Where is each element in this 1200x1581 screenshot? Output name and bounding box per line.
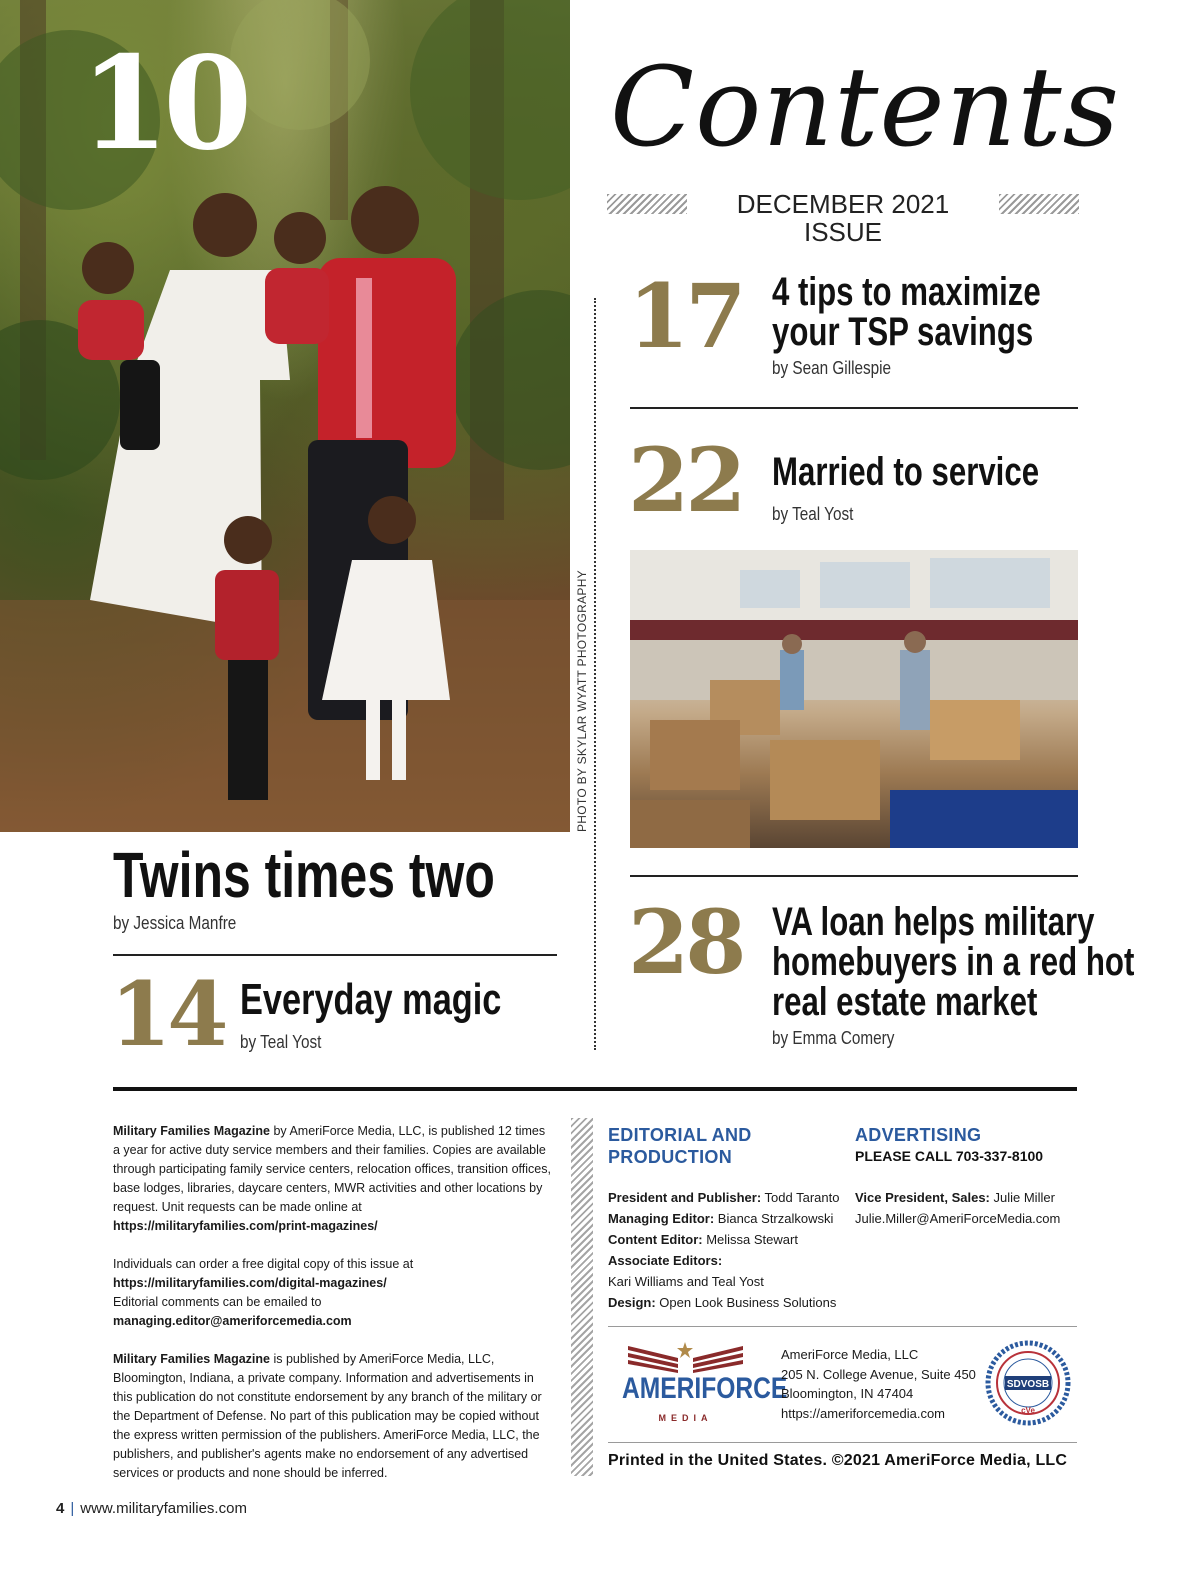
hatch-ornament-vertical: [571, 1118, 593, 1476]
digital-magazines-link[interactable]: https://militaryfamilies.com/digital-magazines/: [113, 1276, 387, 1290]
hatch-ornament-right: [999, 194, 1079, 214]
about-text: Editorial comments can be emailed to: [113, 1295, 322, 1309]
ameriforce-logo: [608, 1340, 788, 1430]
staff-entry: [608, 1292, 848, 1313]
staff-role: Managing Editor:: [608, 1211, 715, 1226]
advertising-heading: ADVERTISING: [855, 1125, 982, 1145]
about-text: is published by AmeriForce Media, LLC, Bloomington, Indiana, a private company. Information and advertisements in this publication do not constitute endorsement by any branch of the military or the Department of Defense. No part of this publication may be copied without the express written permission of the publishers. AmeriForce Media, LLC, the publishers, and publisher's agents make no endorsement of any advertised services or products and none should be inferred.: [113, 1352, 542, 1480]
sdvosb-seal-graphic: [985, 1340, 1071, 1426]
article-number: 14: [110, 962, 225, 1066]
printed-notice: Printed in the United States. ©2021 AmeriForce Media, LLC: [608, 1452, 1068, 1469]
staff-role: Associate Editors:: [608, 1253, 723, 1268]
publication-info: [113, 1122, 553, 1502]
ad-contact-role: Vice President, Sales:: [855, 1190, 990, 1205]
dotted-divider: [594, 298, 596, 1050]
company-street: 205 N. College Avenue, Suite 450: [781, 1366, 976, 1382]
editorial-heading-line: EDITORIAL AND: [608, 1125, 752, 1145]
advertising-contact: [855, 1187, 1060, 1229]
article-title[interactable]: your TSP savings: [772, 310, 1034, 354]
ad-contact-email[interactable]: Julie.Miller@AmeriForceMedia.com: [855, 1211, 1061, 1226]
article-title[interactable]: Married to service: [772, 450, 1040, 494]
staff-role: Content Editor:: [608, 1232, 703, 1247]
staff-list: [608, 1187, 848, 1313]
magazine-name: Military Families Magazine: [113, 1124, 270, 1138]
article-title[interactable]: Everyday magic: [240, 975, 502, 1024]
ad-contact-entry: [855, 1187, 1060, 1208]
logo-subtitle: MEDIA: [658, 1413, 713, 1423]
masthead-divider: [608, 1326, 1077, 1327]
masthead-divider: [608, 1442, 1077, 1443]
about-text: Individuals can order a free digital copy of this issue at: [113, 1257, 414, 1271]
article-number: 22: [628, 428, 743, 532]
staff-name: Todd Taranto: [761, 1190, 840, 1205]
article-byline: by Sean Gillespie: [772, 358, 892, 378]
seal-label: SDVOSB: [1006, 1379, 1050, 1390]
staff-entry: [608, 1229, 848, 1250]
issue-banner: [607, 189, 1079, 247]
print-magazines-link[interactable]: https://militaryfamilies.com/print-magazines/: [113, 1219, 378, 1233]
staff-entry: [608, 1271, 848, 1292]
editorial-heading: [608, 1124, 752, 1168]
hero-divider: [113, 954, 557, 956]
article-title[interactable]: homebuyers in a red hot: [772, 940, 1135, 984]
hero-page-number: 10: [80, 29, 247, 179]
staff-role: Design:: [608, 1295, 656, 1310]
ad-contact-name: Julie Miller: [989, 1190, 1055, 1205]
article-title[interactable]: 4 tips to maximize: [772, 270, 1041, 314]
logo-wordmark: AMERIFORCE: [621, 1372, 788, 1405]
page-footer: [56, 1500, 247, 1517]
page-number: 4: [56, 1500, 65, 1517]
volunteers-packing-illustration: [630, 550, 1078, 848]
staff-name: Bianca Strzalkowski: [714, 1211, 834, 1226]
about-paragraph: [113, 1255, 553, 1331]
about-text: by AmeriForce Media, LLC, is published 12 times a year for active duty service members and their families. Copies are available through participating family service centers, relocation offices, transition offices, base lodges, libraries, daycare centers, MWR activities and other locations by request. Unit requests can be made online at: [113, 1124, 551, 1214]
company-url[interactable]: https://ameriforcemedia.com: [781, 1405, 946, 1421]
article-number: 28: [628, 890, 743, 994]
hatch-ornament-left: [607, 194, 687, 214]
article-divider: [630, 407, 1078, 409]
volunteers-packing-photo: [630, 550, 1078, 848]
hero-article-byline: by Jessica Manfre: [113, 913, 237, 933]
staff-name: Melissa Stewart: [702, 1232, 798, 1247]
hero-article-title[interactable]: Twins times two: [113, 839, 495, 911]
family-photo: [0, 0, 570, 832]
sdvosb-seal-icon: [985, 1340, 1071, 1426]
company-city: Bloomington, IN 47404: [781, 1386, 914, 1401]
editor-email-link[interactable]: managing.editor@ameriforcemedia.com: [113, 1314, 352, 1328]
article-title[interactable]: real estate market: [772, 980, 1038, 1024]
magazine-name: Military Families Magazine: [113, 1352, 270, 1366]
photo-credit: PHOTO BY SKYLAR WYATT PHOTOGRAPHY: [575, 570, 589, 832]
advertising-phone: PLEASE CALL 703-337-8100: [855, 1148, 1044, 1164]
about-paragraph: [113, 1350, 553, 1483]
site-url[interactable]: www.militaryfamilies.com: [80, 1500, 247, 1517]
contents-title: Contents: [610, 43, 1121, 171]
staff-name: Open Look Business Solutions: [655, 1295, 837, 1310]
article-byline: by Emma Comery: [772, 1028, 895, 1048]
section-divider: [113, 1087, 1077, 1091]
article-byline: by Teal Yost: [772, 504, 854, 524]
company-address: [781, 1345, 976, 1423]
article-number: 17: [628, 264, 743, 368]
staff-entry: [608, 1187, 848, 1208]
staff-name: Kari Williams and Teal Yost: [608, 1274, 764, 1289]
staff-entry: [608, 1250, 848, 1271]
article-byline: by Teal Yost: [240, 1032, 322, 1052]
about-paragraph: [113, 1122, 553, 1236]
article-title[interactable]: VA loan helps military: [772, 900, 1095, 944]
logo-stripes-icon: [608, 1340, 763, 1374]
company-name: AmeriForce Media, LLC: [781, 1347, 919, 1362]
article-divider: [630, 875, 1078, 877]
seal-sub-label: cVe: [1021, 1406, 1035, 1415]
editorial-heading-line: PRODUCTION: [608, 1147, 732, 1167]
issue-label: DECEMBER 2021 ISSUE: [736, 189, 950, 247]
staff-role: President and Publisher:: [608, 1190, 762, 1205]
footer-separator: |: [70, 1500, 75, 1517]
staff-entry: [608, 1208, 848, 1229]
